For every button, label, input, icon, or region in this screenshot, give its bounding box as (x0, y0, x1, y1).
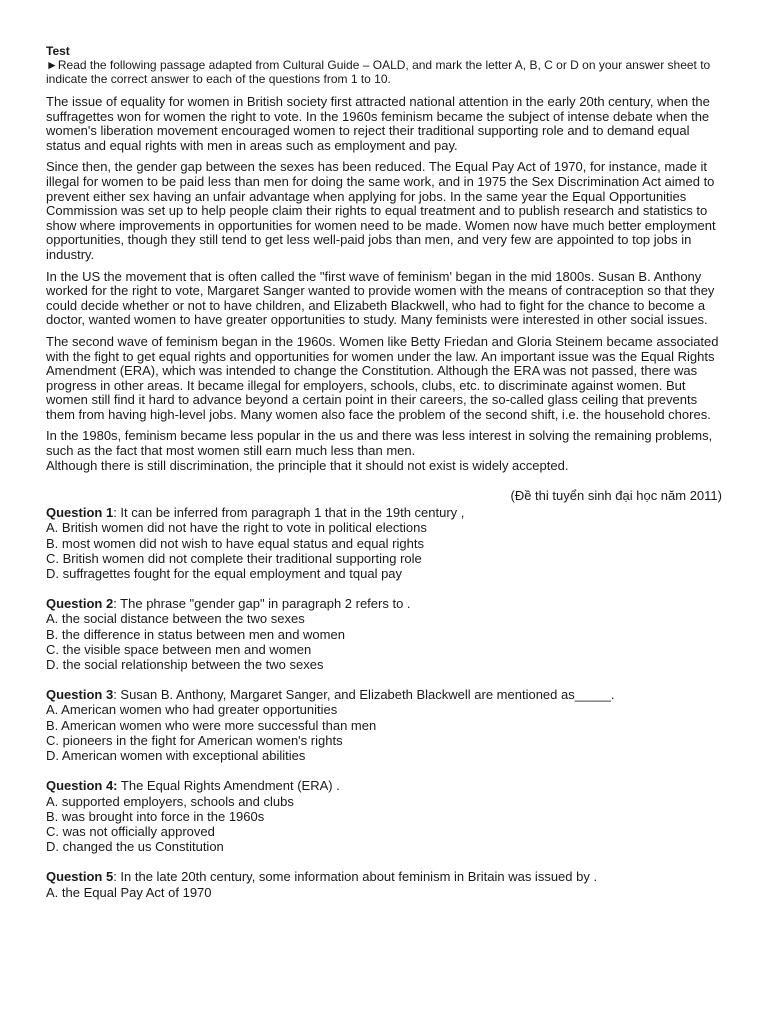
test-title: Test (46, 44, 70, 58)
answer-option-b: B. was brought into force in the 1960s (46, 808, 265, 824)
source-citation: (Đề thi tuyển sinh đại học năm 2011) (510, 488, 722, 504)
answer-option-a: A. the social distance between the two sexes (46, 611, 305, 627)
answer-option-a: A. British women did not have the right to vote in political elections (46, 520, 427, 536)
question-number: Question 4: (46, 778, 118, 794)
question-2 (46, 596, 722, 672)
question-stem (46, 778, 722, 793)
instructions: ►Read the following passage adapted from Cultural Guide – OALD, and mark the letter A, B, C or D on your answer sheet to indicate the correct answer to each of the questions from 1 to 10. (46, 58, 711, 86)
answer-option-c: C. the visible space between men and women (46, 641, 312, 657)
question-text: : The phrase "gender gap" in paragraph 2 refers to . (113, 596, 411, 612)
answer-option-d: D. the social relationship between the two sexes (46, 657, 324, 673)
question-text: : Susan B. Anthony, Margaret Sanger, and Elizabeth Blackwell are mentioned as_____. (113, 687, 615, 703)
reading-passage (46, 95, 722, 473)
answer-option-c: C. pioneers in the fight for American women's rights (46, 732, 343, 748)
answer-option-c: C. was not officially approved (46, 823, 215, 839)
answer-option-a: A. American women who had greater opportunities (46, 702, 338, 718)
passage-paragraph-6: Although there is still discrimination, the principle that it should not exist is widely accepted. (46, 457, 569, 473)
answer-option-a: A. supported employers, schools and clubs (46, 793, 294, 809)
question-5 (46, 869, 722, 899)
passage-paragraph-5: In the 1980s, feminism became less popular in the us and there was less interest in solving the remaining problems, such as the fact that most women still earn much less than men. (46, 428, 713, 459)
question-stem (46, 869, 722, 884)
question-text: The Equal Rights Amendment (ERA) . (117, 778, 340, 794)
question-stem (46, 505, 722, 520)
answer-option-b: B. American women who were more successful than men (46, 717, 377, 733)
question-text: : It can be inferred from paragraph 1 that in the 19th century , (113, 505, 465, 521)
answer-option-d: D. changed the us Constitution (46, 839, 224, 855)
document-page (46, 44, 722, 915)
answer-option-d: D. suffragettes fought for the equal employment and tqual pay (46, 566, 403, 582)
question-number: Question 2 (46, 596, 114, 612)
answer-option-b: B. most women did not wish to have equal status and equal rights (46, 535, 424, 551)
passage-paragraph-2: Since then, the gender gap between the sexes has been reduced. The Equal Pay Act of 1970, for instance, made it illegal for women to be paid less than men for doing the same work, and in 1975 the Sex Discrimination Act aimed to prevent either sex having an unfair advantage when applying for jobs. In the same year the Equal Opportunities Commission was set up to help people claim their rights to equal treatment and to publish research and statistics to show where improvements in opportunities for women need to be made. Women now have much better employment opportunities, though they still tend to get less well-paid jobs than men, and very few are appointed to top jobs in industry. (46, 159, 716, 262)
question-number: Question 3 (46, 687, 114, 703)
question-3 (46, 687, 722, 763)
question-4 (46, 778, 722, 854)
passage-paragraph-1: The issue of equality for women in British society first attracted national attention in the early 20th century, when the suffragettes won for women the right to vote. In the 1960s feminism became the subject of intense debate when the women's liberation movement encouraged women to reject their traditional supporting role and to demand equal status and equal rights with men in areas such as employment and pay. (46, 94, 710, 153)
passage-paragraph-3: In the US the movement that is often called the "first wave of feminism' began in the mid 1800s. Susan B. Anthony worked for the right to vote, Margaret Sanger wanted to provide women with the means of contraception so that they could decide whether or not to have children, and Elizabeth Blackwell, who had to fight for the chance to become a doctor, wanted women to have greater opportunities to study. Many feminists were interested in other social issues. (46, 268, 715, 328)
question-stem (46, 596, 722, 611)
answer-option-a: A. the Equal Pay Act of 1970 (46, 884, 212, 900)
question-number: Question 5 (46, 869, 114, 885)
question-list (46, 505, 722, 899)
question-1 (46, 505, 722, 581)
answer-option-d: D. American women with exceptional abilities (46, 748, 306, 764)
question-stem (46, 687, 722, 702)
answer-option-c: C. British women did not complete their traditional supporting role (46, 550, 422, 566)
question-number: Question 1 (46, 505, 114, 521)
answer-option-b: B. the difference in status between men and women (46, 626, 345, 642)
question-text: : In the late 20th century, some information about feminism in Britain was issued by . (113, 869, 598, 885)
passage-paragraph-4: The second wave of feminism began in the 1960s. Women like Betty Friedan and Gloria Steinem became associated with the fight to get equal rights and opportunities for women under the law. An important issue was the Equal Rights Amendment (ERA), which was intended to change the Constitution. Although the ERA was not passed, there was progress in other areas. It became illegal for employers, schools, clubs, etc. to discriminate against women. But women still find it hard to advance beyond a certain point in their careers, the so-called glass ceiling that prevents them from having high-level jobs. Many women also face the problem of the second shift, i.e. the household chores. (46, 333, 719, 422)
